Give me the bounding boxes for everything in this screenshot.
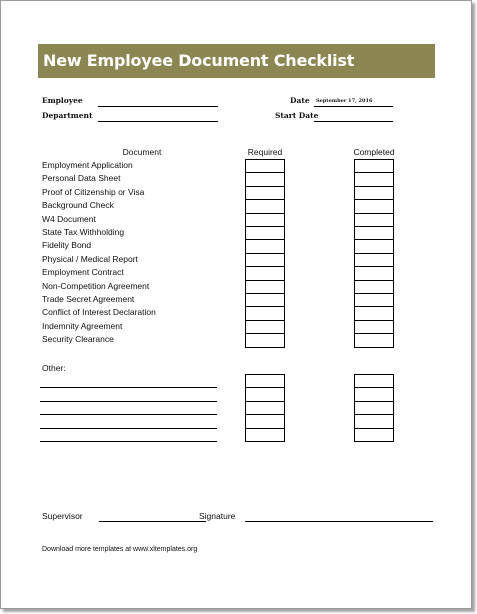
other-document-field[interactable] xyxy=(40,401,217,402)
column-header-completed: Completed xyxy=(353,147,395,157)
completed-checkbox[interactable] xyxy=(354,199,394,213)
footer-text: Download more templates at www.xltemplates.org xyxy=(42,546,198,553)
required-checkbox[interactable] xyxy=(245,293,285,307)
required-checkbox[interactable] xyxy=(245,333,285,347)
required-checkbox[interactable] xyxy=(245,226,285,240)
date-value: September 17, 2016 xyxy=(316,98,373,104)
completed-checkbox[interactable] xyxy=(354,186,394,200)
employee-label: Employee xyxy=(42,96,83,105)
document-item-label: Employment Contract xyxy=(42,267,124,278)
document-item-label: Trade Secret Agreement xyxy=(42,294,135,304)
document-item-label: Background Check xyxy=(42,200,114,211)
required-checkbox[interactable] xyxy=(245,159,285,173)
completed-checkbox[interactable] xyxy=(354,253,394,267)
required-checkbox[interactable] xyxy=(245,428,285,442)
document-item-label: Fidelity Bond xyxy=(42,240,92,251)
required-checkbox[interactable] xyxy=(245,414,285,428)
signature-label: Signature xyxy=(199,511,236,521)
required-checkbox[interactable] xyxy=(245,401,285,415)
completed-checkbox[interactable] xyxy=(354,293,394,307)
supervisor-label: Supervisor xyxy=(42,511,83,521)
date-label: Date xyxy=(290,96,310,105)
completed-checkbox[interactable] xyxy=(354,320,394,334)
document-item-label: W4 Document xyxy=(42,213,96,224)
completed-checkbox[interactable] xyxy=(354,374,394,388)
start-date-label: Start Date xyxy=(275,111,319,120)
employee-field[interactable] xyxy=(98,106,218,107)
other-document-field[interactable] xyxy=(40,441,217,442)
completed-checkbox[interactable] xyxy=(354,159,394,173)
completed-checkbox[interactable] xyxy=(354,401,394,415)
completed-checkbox[interactable] xyxy=(354,428,394,442)
required-checkbox[interactable] xyxy=(245,199,285,213)
signature-field[interactable] xyxy=(245,521,433,522)
required-checkbox[interactable] xyxy=(245,306,285,320)
document-item-label: Employment Application xyxy=(42,160,133,170)
page-title: New Employee Document Checklist xyxy=(38,44,435,78)
required-checkbox[interactable] xyxy=(245,374,285,388)
required-checkbox[interactable] xyxy=(245,253,285,267)
supervisor-field[interactable] xyxy=(99,521,206,522)
document-item-label: Personal Data Sheet xyxy=(42,173,121,184)
required-checkbox[interactable] xyxy=(245,213,285,227)
column-header-document: Document xyxy=(122,147,162,157)
required-checkbox[interactable] xyxy=(245,320,285,334)
completed-checkbox[interactable] xyxy=(354,239,394,253)
department-label: Department xyxy=(42,111,93,120)
column-header-required: Required xyxy=(247,147,283,157)
other-label: Other: xyxy=(42,363,66,373)
required-checkbox[interactable] xyxy=(245,266,285,280)
document-item-label: Proof of Citizenship or Visa xyxy=(42,186,145,197)
document-item-label: Non-Competition Agreement xyxy=(42,280,150,291)
required-checkbox[interactable] xyxy=(245,387,285,401)
completed-checkbox[interactable] xyxy=(354,387,394,401)
document-item-label: State Tax Withholding xyxy=(42,227,125,237)
completed-checkbox[interactable] xyxy=(354,213,394,227)
date-field[interactable] xyxy=(314,106,393,107)
start-date-field[interactable] xyxy=(314,121,393,122)
completed-checkbox[interactable] xyxy=(354,333,394,347)
completed-checkbox[interactable] xyxy=(354,306,394,320)
department-field[interactable] xyxy=(98,121,218,122)
other-document-field[interactable] xyxy=(40,414,217,415)
completed-checkbox[interactable] xyxy=(354,414,394,428)
completed-checkbox[interactable] xyxy=(354,280,394,294)
required-checkbox[interactable] xyxy=(245,280,285,294)
required-checkbox[interactable] xyxy=(245,172,285,186)
required-checkbox[interactable] xyxy=(245,186,285,200)
document-item-label: Conflict of Interest Declaration xyxy=(42,307,156,318)
other-document-field[interactable] xyxy=(40,387,217,388)
other-document-field[interactable] xyxy=(40,428,217,429)
required-checkbox[interactable] xyxy=(245,239,285,253)
completed-checkbox[interactable] xyxy=(354,266,394,280)
completed-checkbox[interactable] xyxy=(354,226,394,240)
document-item-label: Indemnity Agreement xyxy=(42,320,123,331)
document-item-label: Physical / Medical Report xyxy=(42,253,138,264)
completed-checkbox[interactable] xyxy=(354,172,394,186)
document-item-label: Security Clearance xyxy=(42,334,114,345)
